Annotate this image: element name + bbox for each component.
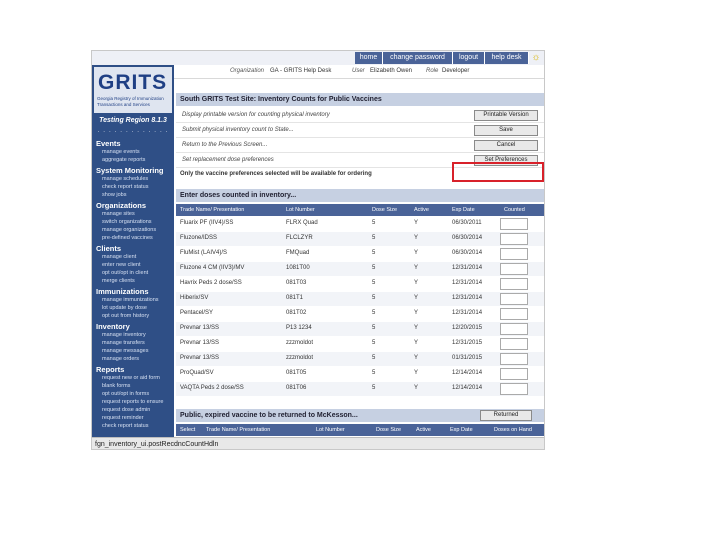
counted-input[interactable] [500, 308, 528, 320]
table-cell: Y [414, 280, 419, 286]
option-row [176, 123, 544, 138]
sidebar-link[interactable]: switch organizations [102, 219, 152, 225]
table-cell: Prevnar 13/SS [180, 340, 220, 346]
top-navigation [92, 51, 545, 65]
table-cell: 081T1 [286, 295, 304, 301]
table-cell: Y [414, 250, 419, 256]
table-row [176, 382, 544, 396]
sidebar-section-title: Events [96, 139, 121, 148]
option-row [176, 138, 544, 153]
sidebar-link[interactable]: manage events [102, 149, 140, 155]
sidebar-link[interactable]: manage sites [102, 211, 135, 217]
table-cell: zzzmoldot [286, 340, 314, 346]
column-header: Lot Number [316, 427, 345, 433]
browser-window [91, 50, 545, 450]
table-cell: 5 [372, 310, 376, 316]
table-cell: Y [414, 370, 419, 376]
table-cell: ProQuad/SV [180, 370, 214, 376]
table-cell: 5 [372, 325, 376, 331]
organization-value: GA - GRITS Help Desk [270, 68, 332, 74]
table-row [176, 277, 544, 291]
table-cell: P13 1234 [286, 325, 312, 331]
counted-input[interactable] [500, 353, 528, 365]
user-label: User [352, 68, 365, 74]
table-cell: 081T03 [286, 280, 307, 286]
table-cell: 081T02 [286, 310, 307, 316]
table-cell: 1081T00 [286, 265, 310, 271]
table-cell: VAQTA Peds 2 dose/SS [180, 385, 244, 391]
sidebar-link[interactable]: enter new client [102, 262, 141, 268]
table-cell: Fluzone/IDSS [180, 235, 218, 241]
main-content [174, 91, 545, 437]
counted-input[interactable] [500, 278, 528, 290]
table-cell: 12/31/2014 [452, 280, 483, 286]
lightbulb-icon[interactable]: ☼ [531, 52, 541, 63]
option-text: Set replacement dose preferences [182, 157, 274, 163]
sidebar-link[interactable]: show jobs [102, 192, 127, 198]
table-cell: zzzmoldot [286, 355, 314, 361]
sidebar-link[interactable]: pre-defined vaccines [102, 235, 153, 241]
table-row [176, 367, 544, 381]
table-row [176, 247, 544, 261]
column-header: Dose Size [372, 207, 398, 213]
sidebar-section-title: System Monitoring [96, 166, 164, 175]
column-header: Counted [504, 207, 525, 213]
set-preferences-button[interactable]: Set Preferences [474, 155, 538, 166]
table-cell: 5 [372, 265, 376, 271]
table-cell: Havrix Peds 2 dose/SS [180, 280, 242, 286]
option-text: Submit physical inventory count to State... [182, 127, 294, 133]
logout-link[interactable]: logout [453, 52, 485, 64]
table-row [176, 307, 544, 321]
column-header: Select [180, 427, 196, 433]
table-cell: 5 [372, 370, 376, 376]
sidebar-link[interactable]: aggregate reports [102, 157, 146, 163]
table-cell: 5 [372, 340, 376, 346]
column-header: Lot Number [286, 207, 315, 213]
sidebar-link[interactable]: check report status [102, 423, 149, 429]
counted-input[interactable] [500, 233, 528, 245]
sidebar [92, 65, 174, 437]
status-bar [92, 437, 545, 450]
table-row [176, 352, 544, 366]
sidebar-link[interactable]: manage messages [102, 348, 149, 354]
highlight-box [452, 162, 544, 182]
sidebar-divider: · · · · · · · · · · · · · [97, 129, 169, 135]
table-cell: Y [414, 235, 419, 241]
table-cell: 5 [372, 295, 376, 301]
table-cell: Y [414, 325, 419, 331]
table-cell: 12/31/2014 [452, 265, 483, 271]
logo-tagline: Transactions and Services [97, 102, 150, 107]
grits-logo [94, 67, 172, 113]
logo-tagline: Georgia Registry of Immunization [97, 96, 164, 101]
sidebar-section-title: Immunizations [96, 287, 149, 296]
column-header: Trade Name/ Presentation [206, 427, 271, 433]
table-cell: Y [414, 355, 419, 361]
sidebar-link[interactable]: manage schedules [102, 176, 149, 182]
help-desk-link[interactable]: help desk [485, 52, 529, 64]
cancel-button[interactable]: Cancel [474, 140, 538, 151]
table-cell: FLRX Quad [286, 220, 318, 226]
table-cell: 12/31/2015 [452, 340, 483, 346]
save-button[interactable]: Save [474, 125, 538, 136]
table-cell: 12/20/2015 [452, 325, 483, 331]
change-password-link[interactable]: change password [383, 52, 453, 64]
table-row [176, 262, 544, 276]
table-cell: 12/31/2014 [452, 295, 483, 301]
sidebar-section-title: Reports [96, 365, 125, 374]
role-label: Role [426, 68, 439, 74]
status-text: fgn_inventory_ui.postRecdncCountHdln [95, 441, 219, 448]
option-text: Return to the Previous Screen... [182, 142, 268, 148]
table-cell: FMQuad [286, 250, 310, 256]
sidebar-link[interactable]: request reports to ensure [102, 399, 164, 405]
doses-panel-title: Enter doses counted in inventory... [176, 189, 544, 202]
table-cell: 06/30/2014 [452, 235, 483, 241]
table-cell: Y [414, 310, 419, 316]
sidebar-section-title: Clients [96, 244, 122, 253]
sidebar-link[interactable]: blank forms [102, 383, 131, 389]
expired-panel-title: Public, expired vaccine to be returned to McKesson... [176, 409, 544, 422]
option-row [176, 108, 544, 123]
sidebar-link[interactable]: check report status [102, 184, 149, 190]
user-value: Elizabeth Owen [370, 68, 413, 74]
table-cell: 12/31/2014 [452, 310, 483, 316]
table-row [176, 232, 544, 246]
region-label: Testing Region 8.1.3 [99, 117, 167, 124]
sidebar-link[interactable]: opt out from history [102, 313, 150, 319]
column-header: Doses on Hand [494, 427, 532, 433]
table-cell: Y [414, 385, 419, 391]
table-cell: FLCLZYR [286, 235, 313, 241]
sidebar-link[interactable]: request reminder [102, 415, 144, 421]
table-cell: Y [414, 295, 419, 301]
column-header: Dose Size [376, 427, 402, 433]
table-cell: 5 [372, 280, 376, 286]
table-cell: 5 [372, 250, 376, 256]
counted-input[interactable] [500, 218, 528, 230]
table-cell: Y [414, 265, 419, 271]
organization-label: Organization [230, 68, 265, 74]
column-header: Exp Date [452, 207, 475, 213]
sidebar-link[interactable]: manage transfers [102, 340, 145, 346]
sidebar-link[interactable]: opt out/opt in client [102, 270, 149, 276]
table-cell: 081T06 [286, 385, 307, 391]
sidebar-link[interactable]: opt out/opt in forms [102, 391, 150, 397]
table-cell: 5 [372, 220, 376, 226]
column-header: Active [416, 427, 431, 433]
counted-input[interactable] [500, 383, 528, 395]
role-value: Developer [442, 68, 470, 74]
sidebar-link[interactable]: manage orders [102, 356, 139, 362]
sidebar-link[interactable]: manage organizations [102, 227, 157, 233]
sidebar-link[interactable]: request dose admin [102, 407, 151, 413]
table-cell: Prevnar 13/SS [180, 325, 220, 331]
counted-input[interactable] [500, 293, 528, 305]
sidebar-link[interactable]: manage client [102, 254, 137, 260]
table-cell: Fluarix PF (IIV4)/SS [180, 220, 234, 226]
inventory-panel-title: South GRITS Test Site: Inventory Counts for Public Vaccines [176, 93, 544, 106]
counted-input[interactable] [500, 248, 528, 260]
column-header: Trade Name/ Presentation [180, 207, 245, 213]
printable-version-button[interactable]: Printable Version [474, 110, 538, 121]
session-info-bar [174, 65, 545, 79]
sidebar-link[interactable]: manage immunizations [102, 297, 159, 303]
table-cell: 12/14/2014 [452, 385, 483, 391]
table-cell: Y [414, 340, 419, 346]
counted-input[interactable] [500, 368, 528, 380]
counted-input[interactable] [500, 338, 528, 350]
table-cell: Hiberix/SV [180, 295, 209, 301]
sidebar-link[interactable]: lot update by dose [102, 305, 147, 311]
table-cell: Prevnar 13/SS [180, 355, 220, 361]
table-row [176, 337, 544, 351]
table-row [176, 292, 544, 306]
preferences-note: Only the vaccine preferences selected will be available for ordering [180, 171, 372, 177]
table-cell: 5 [372, 355, 376, 361]
table-cell: 081T05 [286, 370, 307, 376]
table-cell: 01/31/2015 [452, 355, 483, 361]
sidebar-section-title: Organizations [96, 201, 147, 210]
sidebar-section-title: Inventory [96, 322, 130, 331]
counted-input[interactable] [500, 263, 528, 275]
column-header: Exp Date [450, 427, 473, 433]
sidebar-link[interactable]: request new or aid form [102, 375, 160, 381]
table-cell: 5 [372, 385, 376, 391]
table-cell: Pentacel/SY [180, 310, 214, 316]
table-cell: 06/30/2011 [452, 220, 482, 226]
sidebar-link[interactable]: manage inventory [102, 332, 146, 338]
returned-button[interactable]: Returned [480, 410, 532, 421]
table-row [176, 322, 544, 336]
table-row [176, 217, 544, 231]
table-cell: 06/30/2014 [452, 250, 483, 256]
counted-input[interactable] [500, 323, 528, 335]
sidebar-link[interactable]: merge clients [102, 278, 135, 284]
table-cell: 5 [372, 235, 376, 241]
logo-word: GRITS [98, 71, 168, 94]
column-header: Active [414, 207, 429, 213]
table-cell: 12/14/2014 [452, 370, 483, 376]
home-link[interactable]: home [355, 52, 383, 64]
expired-table-header [176, 424, 544, 436]
doses-table-header [176, 204, 544, 216]
table-cell: FluMist (LAIV4)/S [180, 250, 228, 256]
table-cell: Y [414, 220, 419, 226]
option-text: Display printable version for counting physical inventory [182, 112, 330, 118]
table-cell: Fluzone 4 CM (IIV3)/MV [180, 265, 245, 271]
